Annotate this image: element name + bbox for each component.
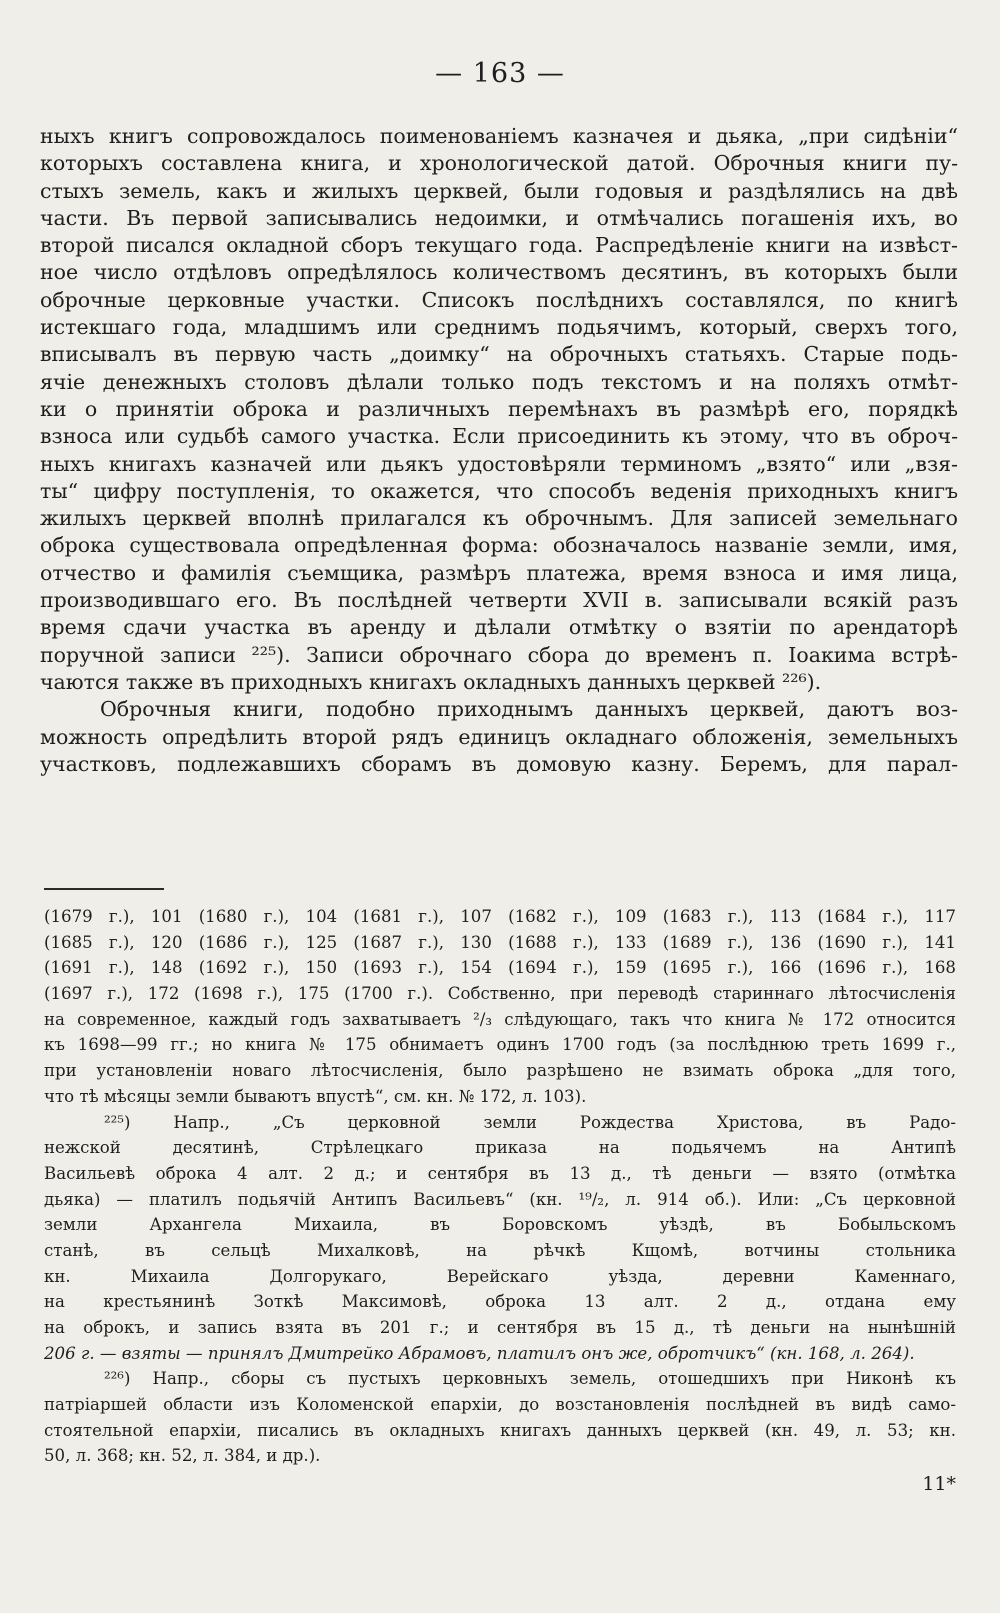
footnote-line: на крестьянинѣ Зоткѣ Максимовѣ, оброка 13 алт. 2 д., отдана ему <box>44 1292 956 1312</box>
text-line: участковъ, подлежавшихъ сборамъ въ домовую казну. Беремъ, для парал- <box>40 751 958 776</box>
text-line: отчество и фамилія съемщика, размѣръ платежа, время взноса и имя лица, <box>40 560 958 585</box>
footnote-line: что тѣ мѣсяцы земли бываютъ впустѣ“, см. кн. № 172, л. 103). <box>44 1086 587 1106</box>
footnote-line: (1697 г.), 172 (1698 г.), 175 (1700 г.). Собственно, при переводѣ стариннаго лѣтосчисленія <box>44 984 956 1004</box>
footnotes <box>44 904 956 1469</box>
footnote-line: 50, л. 368; кн. 52, л. 384, и др.). <box>44 1446 321 1466</box>
footnote-line: на оброкъ, и запись взята въ 201 г.; и сентября въ 15 д., тѣ деньги на нынѣшній <box>44 1318 956 1337</box>
footnote-line: патріаршей области изъ Коломенской епархіи, до возстановленія послѣдней въ видѣ само- <box>44 1395 956 1415</box>
signature-mark: 11* <box>922 1473 956 1495</box>
text-line: взноса или судьбѣ самого участка. Если присоединить къ этому, что въ оброч- <box>40 424 958 449</box>
footnote-line: 206 г. — взяты — принялъ Дмитрейко Абрамовъ, платилъ онъ же, обротчикъ“ (кн. 168, л. 264). <box>44 1343 915 1363</box>
footnote-225: ²²⁵) Напр., „Съ церковной земли Рождества Христова, въ Радо- <box>104 1112 956 1132</box>
footnote-line: Васильевѣ оброка 4 алт. 2 д.; и сентября въ 13 д., тѣ деньги — взято (отмѣтка <box>44 1163 956 1183</box>
text-line: части. Въ первой записывались недоимки, и отмѣчались погашенія ихъ, во <box>40 205 958 230</box>
text-line: жилыхъ церквей вполнѣ прилагался къ оброчнымъ. Для записей земельнаго <box>40 506 958 531</box>
text-line: оброка существовала опредѣленная форма: обозначалось названіе земли, имя, <box>40 533 958 558</box>
footnote-line: къ 1698—99 гг.; но книга № 175 обнимаетъ одинъ 1700 годъ (за послѣднюю треть 1699 г., <box>44 1035 956 1055</box>
page-number-header: — 163 — <box>435 58 565 89</box>
footnote-line: дьяка) — платилъ подьячій Антипъ Васильевъ“ (кн. ¹⁹/₂, л. 914 об.). Или: „Съ церковной <box>44 1189 956 1209</box>
footnote-line: станѣ, въ сельцѣ Михалковѣ, на рѣчкѣ Кщомѣ, вотчины стольника <box>44 1240 956 1260</box>
text-line: ныхъ книгахъ казначей или дьякъ удостовѣряли терминомъ „взято“ или „взя- <box>40 451 958 476</box>
text-line: вписывалъ въ первую часть „доимку“ на оброчныхъ статьяхъ. Старые подь- <box>40 342 958 367</box>
text-line: ное число отдѣловъ опредѣлялось количествомъ десятинъ, въ которыхъ были <box>40 260 958 285</box>
footnote-line: (1685 г.), 120 (1686 г.), 125 (1687 г.), 130 (1688 г.), 133 (1689 г.), 136 (1690 г.), 141 <box>44 932 956 952</box>
footnote-line: земли Архангела Михаила, въ Боровскомъ уѣздѣ, въ Бобыльскомъ <box>44 1215 956 1235</box>
text-line: ячіе денежныхъ столовъ дѣлали только подъ текстомъ и на поляхъ отмѣт- <box>40 369 958 394</box>
text-line: ки о принятіи оброка и различныхъ перемѣнахъ въ размѣрѣ его, порядкѣ <box>40 396 958 421</box>
text-line: ныхъ книгъ сопровождалось поименованіемъ казначея и дьяка, „при сидѣніи“ <box>40 124 958 148</box>
footnote-line: стоятельной епархіи, писались въ окладныхъ книгахъ данныхъ церквей (кн. 49, л. 53; кн. <box>44 1420 956 1440</box>
text-line: поручной записи ²²⁵). Записи оброчнаго сбора до временъ п. Іоакима встрѣ- <box>40 642 958 667</box>
text-line: истекшаго года, младшимъ или среднимъ подьячимъ, который, сверхъ того, <box>40 315 958 340</box>
text-line: ты“ цифру поступленія, то окажется, что способъ веденія приходныхъ книгъ <box>40 478 958 503</box>
main-text <box>40 123 958 778</box>
footnote-line: (1691 г.), 148 (1692 г.), 150 (1693 г.), 154 (1694 г.), 159 (1695 г.), 166 (1696 г.), 168 <box>44 958 956 978</box>
text-line: можность опредѣлить второй рядъ единицъ окладнаго обложенія, земельныхъ <box>40 724 958 749</box>
footnote-separator <box>44 888 164 890</box>
text-line: оброчные церковные участки. Списокъ послѣднихъ составлялся, по книгѣ <box>40 287 958 312</box>
footnote-line: (1679 г.), 101 (1680 г.), 104 (1681 г.), 107 (1682 г.), 109 (1683 г.), 113 (1684 г.), 117 <box>44 907 956 926</box>
text-line: стыхъ земель, какъ и жилыхъ церквей, были годовыя и раздѣлялись на двѣ <box>40 178 958 203</box>
footnote-line: кн. Михаила Долгорукаго, Верейскаго уѣзда, деревни Каменнаго, <box>44 1266 956 1286</box>
footnote-226: ²²⁶) Напр., сборы съ пустыхъ церковныхъ земель, отошедшихъ при Никонѣ къ <box>104 1369 956 1389</box>
paragraph-first-line: Оброчныя книги, подобно приходнымъ данныхъ церквей, даютъ воз- <box>100 697 958 722</box>
text-line: время сдачи участка въ аренду и дѣлали отмѣтку о взятіи по арендаторѣ <box>40 615 958 640</box>
text-line: производившаго его. Въ послѣдней четверти XVII в. записывали всякій разъ <box>40 588 958 613</box>
text-line: второй писался окладной сборъ текущаго года. Распредѣленіе книги на извѣст- <box>40 233 958 258</box>
footnote-line: нежской десятинѣ, Стрѣлецкаго приказа на подьячемъ на Антипѣ <box>44 1138 956 1158</box>
text-line: которыхъ составлена книга, и хронологической датой. Оброчныя книги пу- <box>40 151 958 176</box>
footnote-line: при установленіи новаго лѣтосчисленія, было разрѣшено не взимать оброка „для того, <box>44 1061 956 1081</box>
text-line: чаются также въ приходныхъ книгахъ окладныхъ данныхъ церквей ²²⁶). <box>40 669 822 694</box>
footnote-line: на современное, каждый годъ захватываетъ ²/₃ слѣдующаго, такъ что книга № 172 относится <box>44 1009 956 1029</box>
